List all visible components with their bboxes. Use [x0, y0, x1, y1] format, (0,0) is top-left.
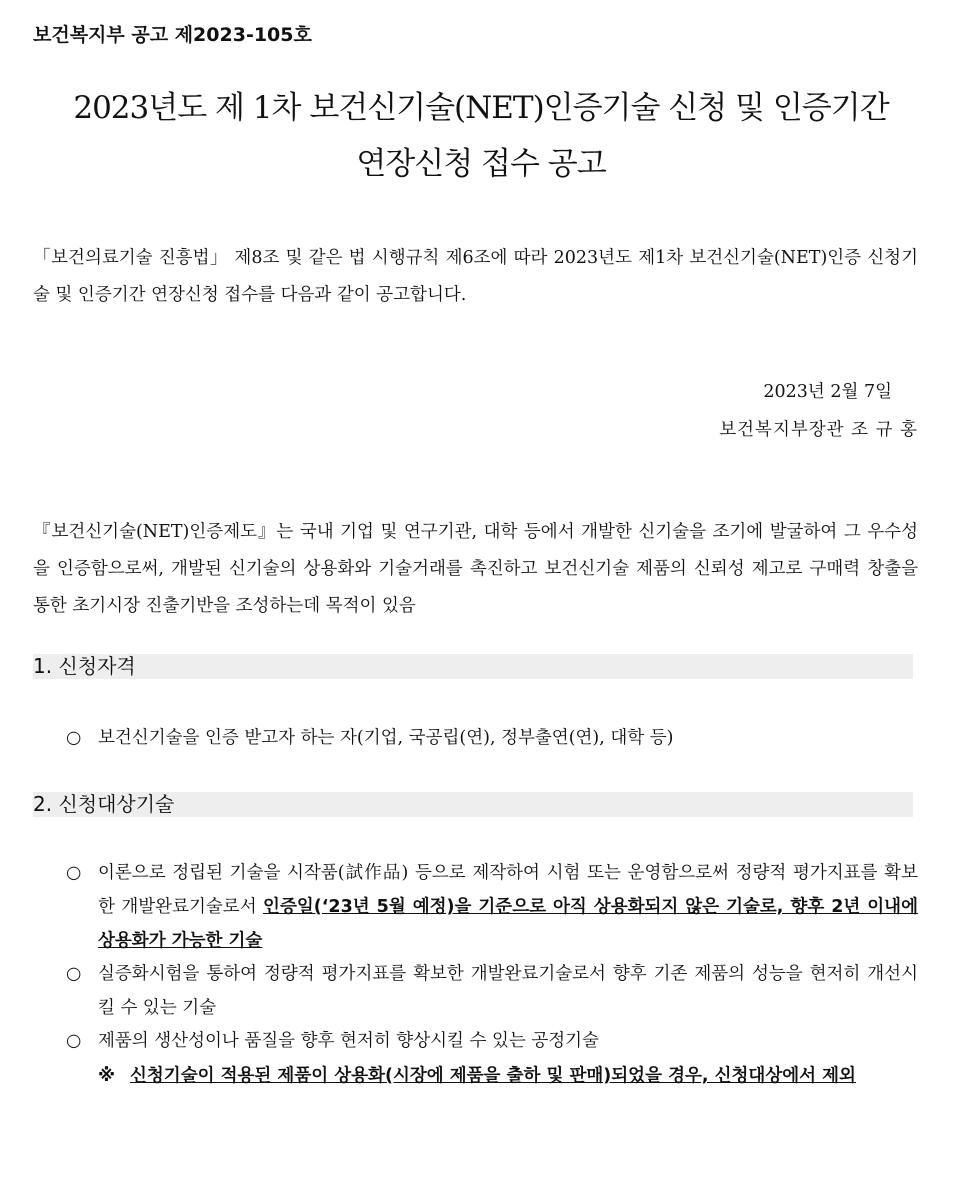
circle-bullet-icon: ○ — [66, 1031, 82, 1051]
list-item-target-2 — [66, 957, 918, 1025]
exclusion-note — [98, 1059, 918, 1093]
list-item-eligibility — [66, 721, 918, 755]
exclusion-note-text: 신청기술이 적용된 제품이 상용화(시장에 제품을 출하 및 판매)되었을 경우, 신청대상에서 제외 — [130, 1066, 856, 1086]
reference-mark-icon: ※ — [98, 1066, 116, 1086]
list-item-text — [98, 856, 918, 958]
page-title-line-2: 연장신청 접수 공고 — [356, 146, 606, 182]
minister-signature: 보건복지부장관 조 규 홍 — [719, 420, 918, 440]
list-item-text: 실증화시험을 통하여 정량적 평가지표를 확보한 개발완료기술로서 향후 기존 제품의 성능을 현저히 개선시킬 수 있는 기술 — [98, 964, 918, 1018]
circle-bullet-icon: ○ — [66, 728, 82, 748]
list-item-target-3 — [66, 1024, 918, 1058]
section-heading-eligibility: 1. 신청자격 — [33, 654, 913, 679]
purpose-paragraph: 『보건신기술(NET)인증제도』는 국내 기업 및 연구기관, 대학 등에서 개발한 신기술을 조기에 발굴하여 그 우수성을 인증함으로써, 개발된 신기술의 상용화와 기술거래를 촉진하고 보건신기술 제품의 신뢰성 제고로 구매력 창출을 통한 초기시장 진출기반을 조성하는데 목적이 있음 — [33, 522, 918, 616]
list-item-text: 보건신기술을 인증 받고자 하는 자(기업, 국공립(연), 정부출연(연), 대학 등) — [98, 728, 674, 748]
circle-bullet-icon: ○ — [66, 863, 82, 883]
section-heading-target-technology: 2. 신청대상기술 — [33, 792, 913, 817]
announcement-date: 2023년 2월 7일 — [763, 382, 892, 402]
circle-bullet-icon: ○ — [66, 964, 82, 984]
list-item-text: 제품의 생산성이나 품질을 향후 현저히 향상시킬 수 있는 공정기술 — [98, 1031, 599, 1051]
page-title-line-1: 2023년도 제 1차 보건신기술(NET)인증기술 신청 및 인증기간 — [73, 90, 889, 126]
notice-number: 보건복지부 공고 제2023-105호 — [33, 24, 312, 46]
intro-paragraph: 「보건의료기술 진흥법」 제8조 및 같은 법 시행규칙 제6조에 따라 2023년도 제1차 보건신기술(NET)인증 신청기술 및 인증기간 연장신청 접수를 다음과 같이 공고합니다. — [33, 248, 918, 305]
list-item-plain-text: 이론으로 정립된 기술을 시작품(試作品) 등으로 제작하여 시험 또는 운영함으로써 정량적 평가지표를 확보한 개발완료기술로서 — [98, 863, 918, 917]
list-item-emphasis-text: 인증일(‘23년 5월 예정)을 기준으로 아직 상용화되지 않은 기술로, 향후 2년 이내에 상용화가 가능한 기술 — [98, 897, 918, 951]
list-item-target-1 — [66, 856, 918, 958]
